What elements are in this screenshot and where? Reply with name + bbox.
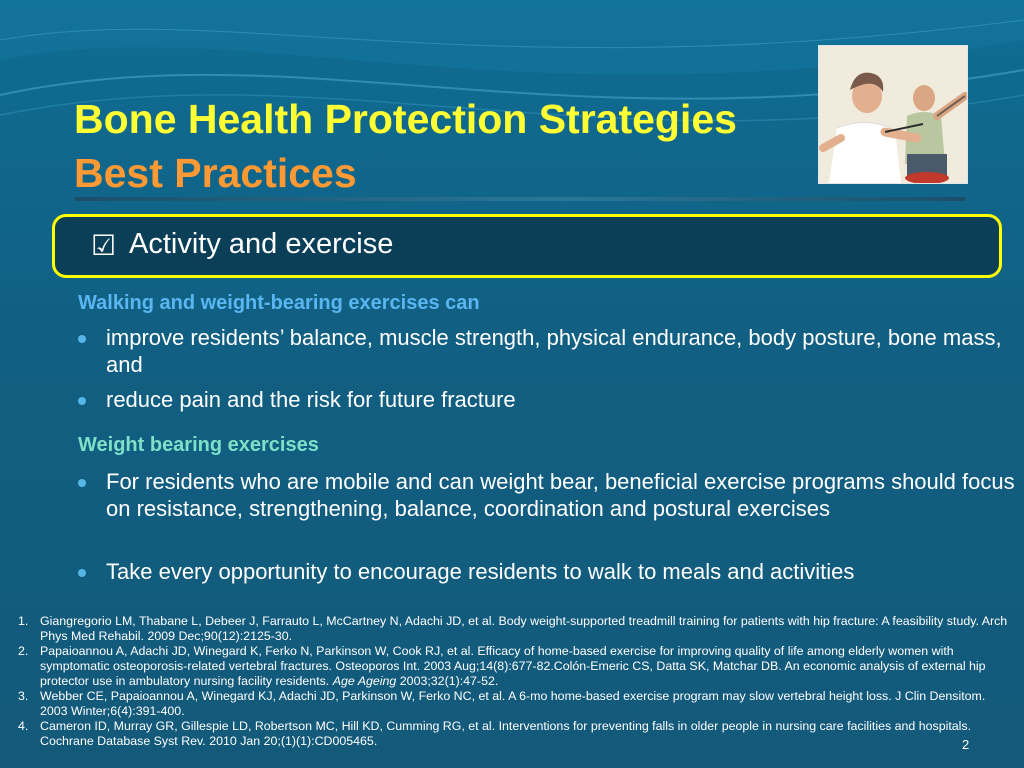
bullet-dot-icon (78, 569, 86, 577)
bullet-item (78, 324, 1018, 378)
title-divider (74, 197, 966, 201)
reference-text: Giangregorio LM, Thabane L, Debeer J, Farrauto L, McCartney N, Adachi JD, et al. Body weight-supported treadmill training for patients with hip fracture: A feasibility study. Arch Phys Med Rehabil. 2009 Dec;90(12):2125-30. (40, 614, 1008, 643)
bullet-text: Take every opportunity to encourage residents to walk to meals and activities (106, 559, 855, 584)
reference-text: Webber CE, Papaioannou A, Winegard KJ, Adachi JD, Parkinson W, Ferko NC, et al. A 6-mo home-based exercise program may slow vertebral height loss. J Clin Densitom. 2003 Winter;6(4):391-400. (40, 689, 986, 718)
topic-text: Activity and exercise (129, 228, 394, 260)
bullet-text: improve residents’ balance, muscle strength, physical endurance, body posture, bone mass, and (106, 325, 1002, 377)
reference-text-after: 2003;32(1):47-52. (399, 674, 499, 688)
bullet-item (78, 386, 1018, 413)
elderly-exercise-photo (818, 45, 968, 184)
reference-number: 2. (18, 644, 29, 658)
bullet-item (78, 558, 1018, 585)
topic-box (52, 214, 1002, 278)
reference-item (18, 689, 1008, 719)
reference-item (18, 614, 1008, 644)
reference-number: 4. (18, 719, 29, 733)
section-heading-weight-bearing: Weight bearing exercises (78, 434, 319, 456)
bullet-dot-icon (78, 479, 86, 487)
slide-title: Bone Health Protection Strategies (74, 96, 737, 142)
bullet-dot-icon (78, 397, 86, 405)
references-list (18, 614, 1008, 749)
slide-subtitle-best-practices: Best Practices (74, 150, 357, 196)
bullet-dot-icon (78, 335, 86, 343)
reference-journal: Age Ageing (332, 674, 397, 688)
bullet-text: For residents who are mobile and can weight bear, beneficial exercise programs should focus on resistance, strengthening, balance, coordination and postural exercises (106, 469, 1015, 521)
reference-number: 3. (18, 689, 29, 703)
bullet-item (78, 468, 1018, 522)
reference-item (18, 644, 1008, 689)
checkbox-checked-icon: ☑ (91, 230, 117, 261)
reference-text: Cameron ID, Murray GR, Gillespie LD, Robertson MC, Hill KD, Cumming RG, et al. Interventions for preventing falls in older people in nursing care facilities and hospitals. Cochrane Database Syst Rev. 2010 Jan 20;(1)(1):CD005465. (40, 719, 972, 748)
reference-number: 1. (18, 614, 29, 628)
section-heading-walking: Walking and weight-bearing exercises can (78, 292, 480, 314)
reference-item (18, 719, 1008, 749)
reference-text: Papaioannou A, Adachi JD, Winegard K, Ferko N, Parkinson W, Cook RJ, et al. Efficacy of home-based exercise for improving quality of life among elderly women with symptomatic osteoporosis-related vertebral fractures. Osteoporos Int. 2003 Aug;14(8):677-82.Colón-Emeric CS, Datta SK, Matchar DB. An economic analysis of external hip protector use in ambulatory nursing facility residents. (40, 644, 986, 688)
page-number: 2 (962, 737, 970, 752)
bullet-text: reduce pain and the risk for future fracture (106, 387, 516, 412)
